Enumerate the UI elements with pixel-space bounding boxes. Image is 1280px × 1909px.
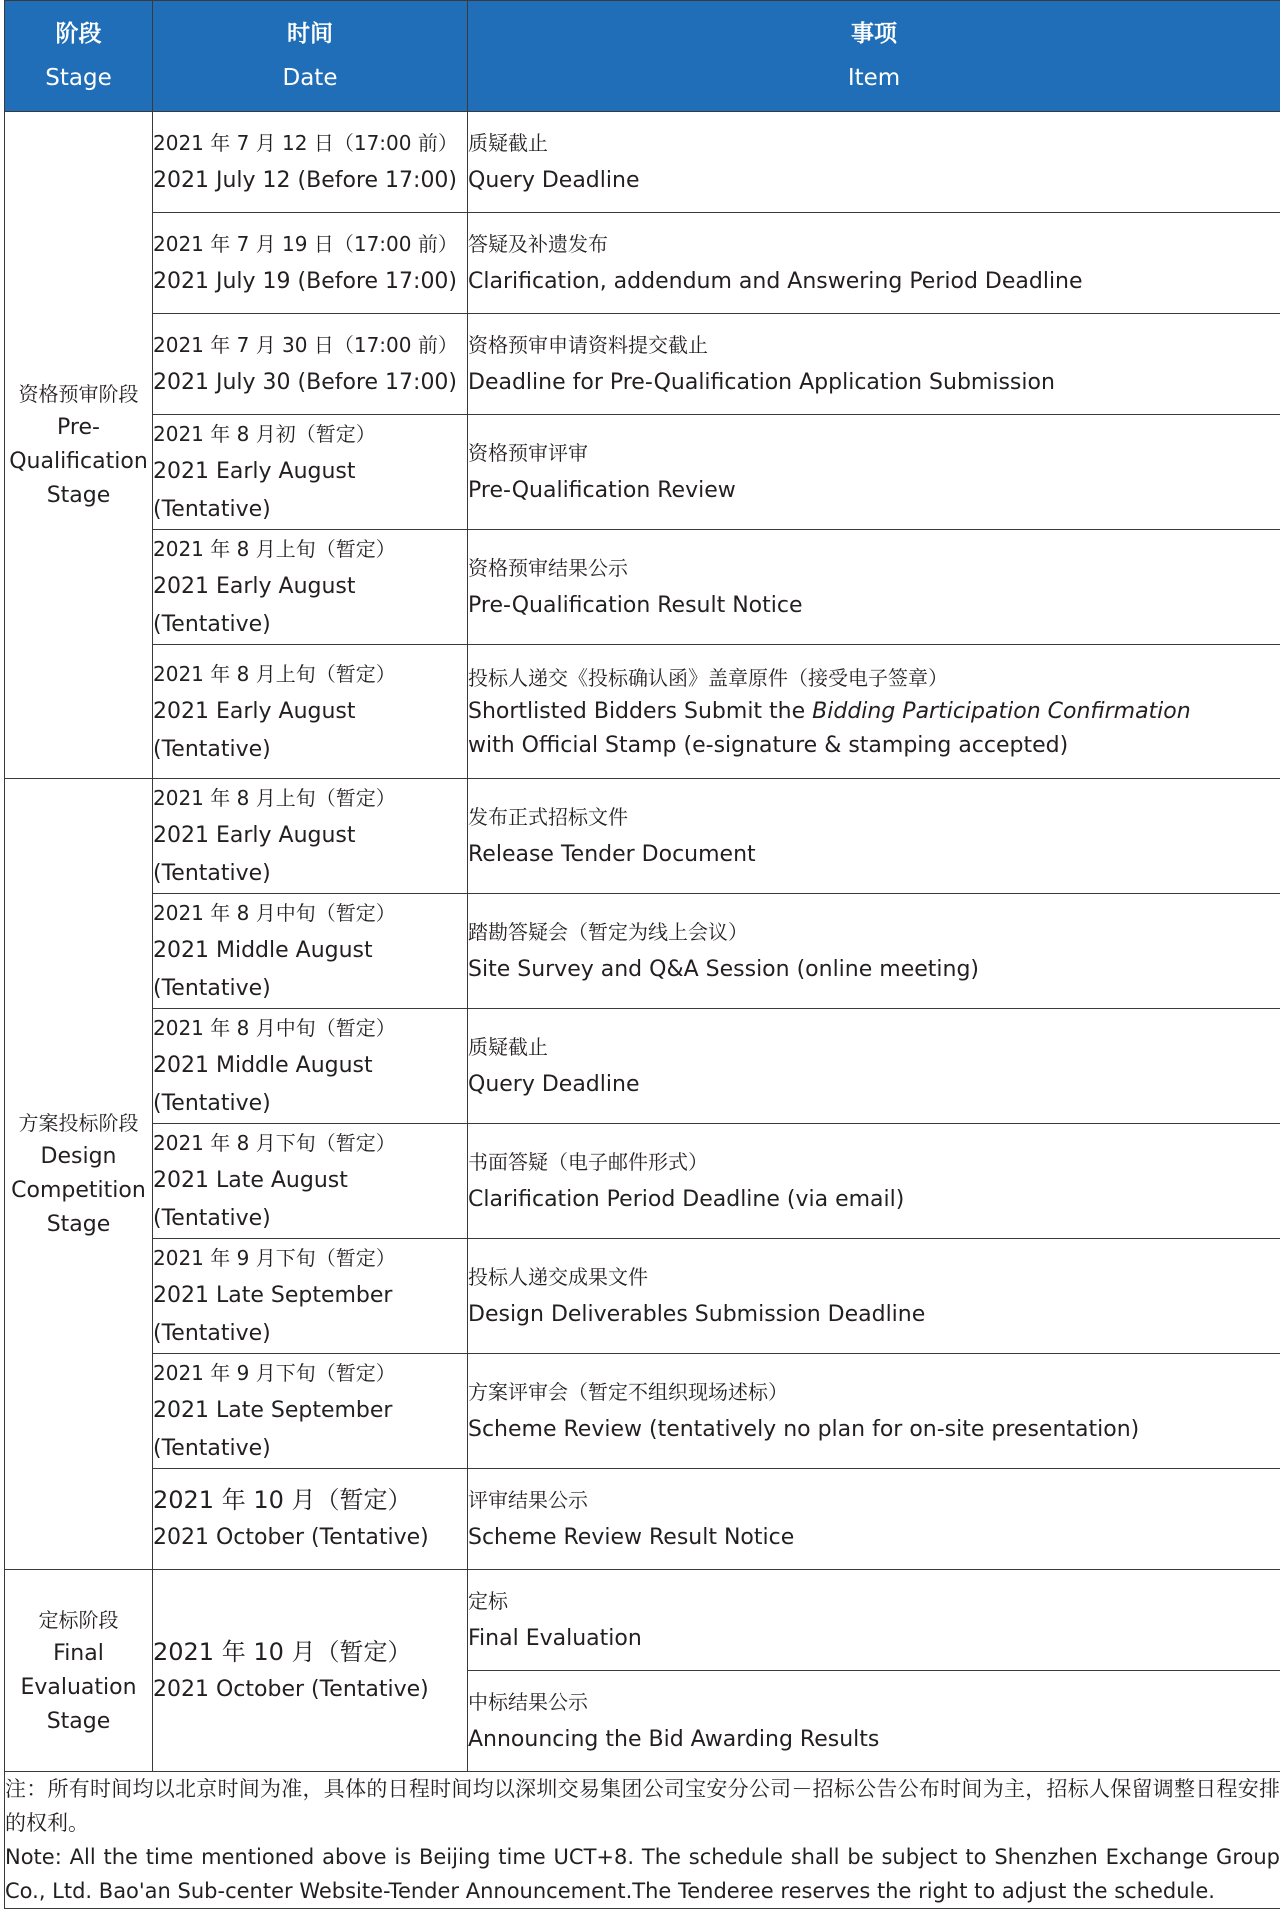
date-en: 2021 Late August (Tentative) — [153, 1162, 467, 1238]
date-en: 2021 Early August (Tentative) — [153, 693, 467, 769]
table-row — [5, 314, 1280, 415]
item-cell — [468, 314, 1280, 415]
table-row — [5, 645, 1280, 779]
date-zh: 2021 年 9 月下旬（暂定） — [153, 1354, 467, 1392]
item-zh: 质疑截止 — [468, 1028, 1280, 1066]
item-cell — [468, 530, 1280, 645]
stage-en-line: Final — [5, 1637, 152, 1671]
stage-cell-final-evaluation — [5, 1570, 153, 1772]
date-zh: 2021 年 10 月（暂定） — [153, 1481, 467, 1519]
date-en: 2021 Early August (Tentative) — [153, 817, 467, 893]
item-cell — [468, 1469, 1280, 1570]
stage-en-line: Qualification — [5, 445, 152, 479]
table-row — [5, 779, 1280, 894]
table-row — [5, 213, 1280, 314]
date-en: 2021 July 12 (Before 17:00) — [153, 162, 467, 200]
date-cell — [153, 314, 468, 415]
header-date-en: Date — [153, 56, 467, 100]
item-zh: 发布正式招标文件 — [468, 798, 1280, 836]
item-en: Query Deadline — [468, 162, 1280, 200]
date-zh: 2021 年 8 月中旬（暂定） — [153, 894, 467, 932]
table-row — [5, 1570, 1280, 1671]
note-zh: 注：所有时间均以北京时间为准，具体的日程时间均以深圳交易集团公司宝安分公司－招标公告公布时间为主，招标人保留调整日程安排的权利。 — [5, 1772, 1280, 1840]
stage-zh: 方案投标阶段 — [5, 1106, 152, 1140]
header-item-zh: 事项 — [468, 12, 1280, 56]
table-row — [5, 415, 1280, 530]
date-cell — [153, 213, 468, 314]
date-en: 2021 Late September (Tentative) — [153, 1392, 467, 1468]
item-en: Pre-Qualification Review — [468, 472, 1280, 510]
date-cell — [153, 1469, 468, 1570]
date-cell — [153, 1239, 468, 1354]
item-en-text: Shortlisted Bidders Submit the — [468, 699, 812, 724]
header-date — [153, 1, 468, 112]
item-cell — [468, 1570, 1280, 1671]
date-cell — [153, 1570, 468, 1772]
header-stage-zh: 阶段 — [5, 12, 152, 56]
date-zh: 2021 年 8 月上旬（暂定） — [153, 779, 467, 817]
date-en: 2021 Late September (Tentative) — [153, 1277, 467, 1353]
date-cell — [153, 779, 468, 894]
item-cell — [468, 213, 1280, 314]
item-cell — [468, 1124, 1280, 1239]
item-cell — [468, 645, 1280, 779]
table-row — [5, 112, 1280, 213]
item-en: Announcing the Bid Awarding Results — [468, 1721, 1280, 1759]
item-en-continued: with Official Stamp (e-signature & stamping accepted) — [468, 729, 1280, 763]
item-en-emphasis: Bidding Participation Confirmation — [812, 699, 1191, 724]
item-en: Deadline for Pre-Qualification Application Submission — [468, 364, 1280, 402]
item-cell — [468, 894, 1280, 1009]
header-stage-en: Stage — [5, 56, 152, 100]
date-zh: 2021 年 9 月下旬（暂定） — [153, 1239, 467, 1277]
stage-en-line: Stage — [5, 1208, 152, 1242]
item-cell — [468, 112, 1280, 213]
item-zh: 质疑截止 — [468, 124, 1280, 162]
date-zh: 2021 年 7 月 12 日（17:00 前） — [153, 124, 467, 162]
header-stage — [5, 1, 153, 112]
item-en: Site Survey and Q&A Session (online meeting) — [468, 951, 1280, 989]
item-cell — [468, 779, 1280, 894]
date-en: 2021 Middle August (Tentative) — [153, 1047, 467, 1123]
date-zh: 2021 年 8 月下旬（暂定） — [153, 1124, 467, 1162]
item-zh: 投标人递交《投标确认函》盖章原件（接受电子签章） — [468, 661, 1280, 695]
item-en: Release Tender Document — [468, 836, 1280, 874]
schedule-table — [4, 0, 1280, 1909]
item-zh: 资格预审申请资料提交截止 — [468, 326, 1280, 364]
header-date-zh: 时间 — [153, 12, 467, 56]
date-zh: 2021 年 8 月初（暂定） — [153, 415, 467, 453]
date-zh: 2021 年 8 月中旬（暂定） — [153, 1009, 467, 1047]
table-row — [5, 530, 1280, 645]
table-row — [5, 1124, 1280, 1239]
date-en: 2021 Early August (Tentative) — [153, 453, 467, 529]
item-en: Clarification, addendum and Answering Period Deadline — [468, 263, 1280, 301]
item-en: Query Deadline — [468, 1066, 1280, 1104]
table-row — [5, 1469, 1280, 1570]
item-zh: 方案评审会（暂定不组织现场述标） — [468, 1373, 1280, 1411]
stage-en-line: Competition — [5, 1174, 152, 1208]
item-zh: 资格预审结果公示 — [468, 549, 1280, 587]
item-zh: 答疑及补遗发布 — [468, 225, 1280, 263]
item-zh: 踏勘答疑会（暂定为线上会议） — [468, 913, 1280, 951]
date-cell — [153, 645, 468, 779]
date-cell — [153, 1354, 468, 1469]
note-en: Note: All the time mentioned above is Beijing time UCT+8. The schedule shall be subject to Shenzhen Exchange Group Co., Ltd. Bao'an Sub-center Website-Tender Announcement.The Tenderee reserves the right to adjust the schedule. — [5, 1840, 1280, 1908]
item-cell — [468, 415, 1280, 530]
date-cell — [153, 1124, 468, 1239]
item-en: Scheme Review Result Notice — [468, 1519, 1280, 1557]
item-en — [468, 695, 1280, 729]
table-header-row — [5, 1, 1280, 112]
item-en: Scheme Review (tentatively no plan for on-site presentation) — [468, 1411, 1280, 1449]
table-row — [5, 1354, 1280, 1469]
date-en: 2021 July 30 (Before 17:00) — [153, 364, 467, 402]
item-zh: 投标人递交成果文件 — [468, 1258, 1280, 1296]
header-item-en: Item — [468, 56, 1280, 100]
item-en: Design Deliverables Submission Deadline — [468, 1296, 1280, 1334]
date-en: 2021 July 19 (Before 17:00) — [153, 263, 467, 301]
date-en: 2021 October (Tentative) — [153, 1519, 467, 1557]
date-zh: 2021 年 8 月上旬（暂定） — [153, 655, 467, 693]
item-en: Pre-Qualification Result Notice — [468, 587, 1280, 625]
item-zh: 评审结果公示 — [468, 1481, 1280, 1519]
item-zh: 书面答疑（电子邮件形式） — [468, 1143, 1280, 1181]
stage-en-line: Stage — [5, 1705, 152, 1739]
note-cell — [5, 1772, 1280, 1909]
date-en: 2021 Middle August (Tentative) — [153, 932, 467, 1008]
date-cell — [153, 530, 468, 645]
date-zh: 2021 年 10 月（暂定） — [153, 1633, 467, 1671]
stage-en-line: Design — [5, 1140, 152, 1174]
item-zh: 定标 — [468, 1582, 1280, 1620]
item-zh: 资格预审评审 — [468, 434, 1280, 472]
item-cell — [468, 1354, 1280, 1469]
date-zh: 2021 年 7 月 19 日（17:00 前） — [153, 225, 467, 263]
note-row — [5, 1772, 1280, 1909]
date-zh: 2021 年 7 月 30 日（17:00 前） — [153, 326, 467, 364]
date-cell — [153, 415, 468, 530]
stage-en-line: Evaluation — [5, 1671, 152, 1705]
item-cell — [468, 1239, 1280, 1354]
stage-en-line: Stage — [5, 479, 152, 513]
date-cell — [153, 1009, 468, 1124]
date-en: 2021 October (Tentative) — [153, 1671, 467, 1709]
item-en: Final Evaluation — [468, 1620, 1280, 1658]
item-zh: 中标结果公示 — [468, 1683, 1280, 1721]
date-en: 2021 Early August (Tentative) — [153, 568, 467, 644]
stage-zh: 资格预审阶段 — [5, 377, 152, 411]
table-row — [5, 1239, 1280, 1354]
stage-en-line: Pre- — [5, 411, 152, 445]
table-row — [5, 1009, 1280, 1124]
stage-zh: 定标阶段 — [5, 1603, 152, 1637]
date-zh: 2021 年 8 月上旬（暂定） — [153, 530, 467, 568]
date-cell — [153, 894, 468, 1009]
header-item — [468, 1, 1280, 112]
date-cell — [153, 112, 468, 213]
item-cell — [468, 1671, 1280, 1772]
item-en: Clarification Period Deadline (via email) — [468, 1181, 1280, 1219]
stage-cell-prequalification — [5, 112, 153, 779]
stage-cell-design-competition — [5, 779, 153, 1570]
table-row — [5, 894, 1280, 1009]
item-cell — [468, 1009, 1280, 1124]
